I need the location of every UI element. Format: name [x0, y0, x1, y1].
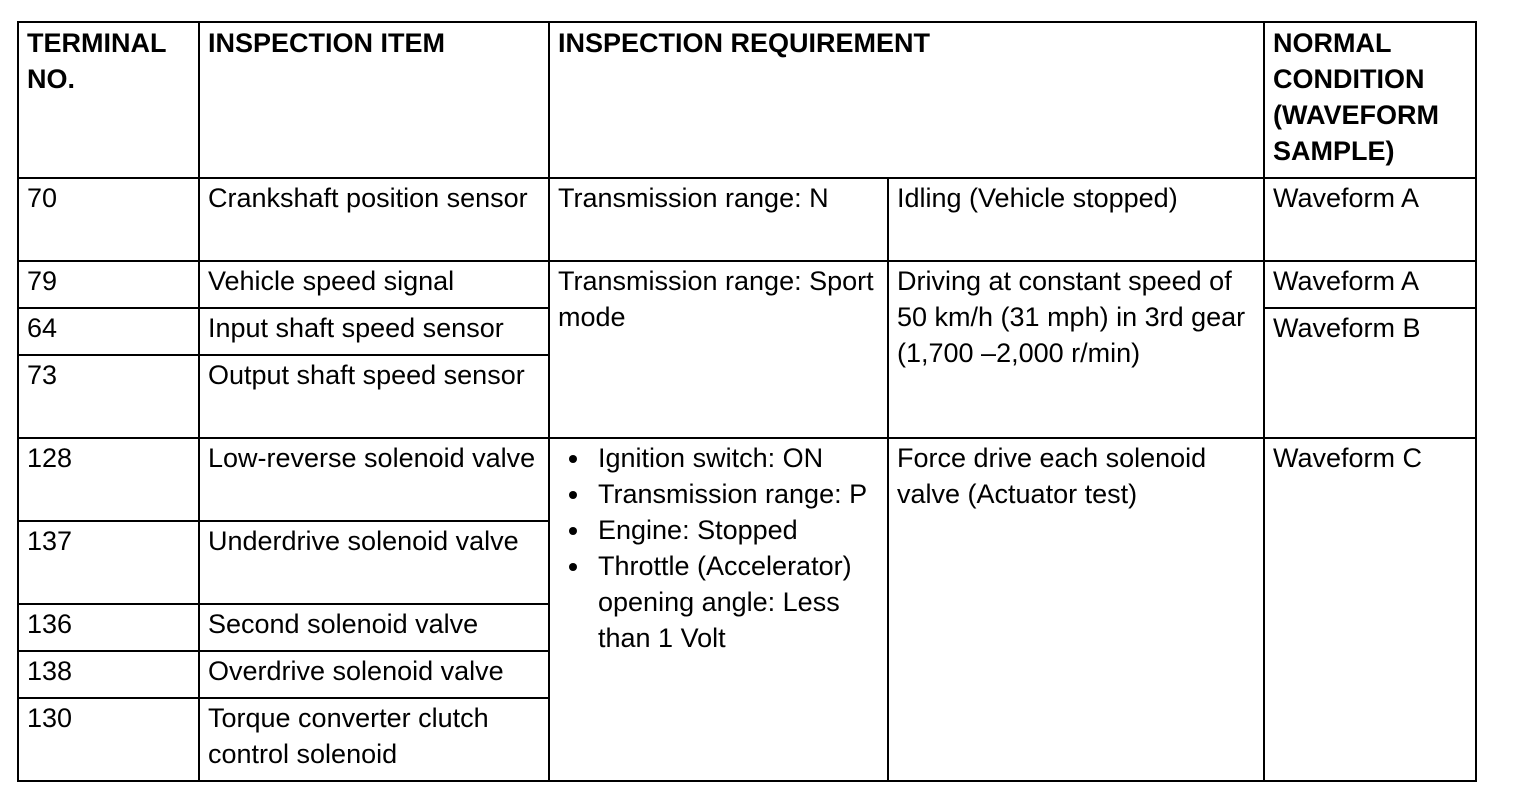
inspection-item-cell: Second solenoid valve — [199, 604, 549, 651]
terminal-cell: 136 — [18, 604, 199, 651]
list-item: Transmission range: P — [598, 476, 879, 512]
inspection-item-cell: Low-reverse solenoid valve — [199, 438, 549, 521]
condition-cell: Idling (Vehicle stopped) — [888, 178, 1264, 261]
inspection-item-cell: Crankshaft position sensor — [199, 178, 549, 261]
terminal-cell: 79 — [18, 261, 199, 308]
header-inspection-requirement: INSPECTION REQUIREMENT — [549, 22, 1264, 178]
terminal-cell: 137 — [18, 521, 199, 604]
requirement-cell: Transmission range: Sport mode — [549, 261, 888, 438]
inspection-item-cell: Vehicle speed signal — [199, 261, 549, 308]
requirement-cell: Transmission range: N — [549, 178, 888, 261]
header-normal-condition: NORMAL CONDITION (WAVEFORM SAMPLE) — [1264, 22, 1476, 178]
header-inspection-item: INSPECTION ITEM — [199, 22, 549, 178]
terminal-cell: 138 — [18, 651, 199, 698]
condition-cell: Driving at constant speed of 50 km/h (31 mph) in 3rd gear (1,700 –2,000 r/min) — [888, 261, 1264, 438]
list-item: Ignition switch: ON — [598, 440, 879, 476]
header-row — [18, 22, 1476, 178]
table-row — [18, 438, 1476, 521]
requirement-cell — [549, 438, 888, 781]
header-terminal-no: TERMINAL NO. — [18, 22, 199, 178]
waveform-cell: Waveform A — [1264, 261, 1476, 308]
terminal-cell: 70 — [18, 178, 199, 261]
inspection-item-cell: Overdrive solenoid valve — [199, 651, 549, 698]
list-item: Engine: Stopped — [598, 512, 879, 548]
inspection-item-cell: Torque converter clutch control solenoid — [199, 698, 549, 781]
condition-cell: Force drive each solenoid valve (Actuator test) — [888, 438, 1264, 781]
inspection-table — [17, 21, 1477, 782]
terminal-cell: 130 — [18, 698, 199, 781]
waveform-cell: Waveform C — [1264, 438, 1476, 781]
inspection-item-cell: Output shaft speed sensor — [199, 355, 549, 438]
terminal-cell: 64 — [18, 308, 199, 355]
waveform-cell: Waveform A — [1264, 178, 1476, 261]
table-row — [18, 178, 1476, 261]
inspection-item-cell: Underdrive solenoid valve — [199, 521, 549, 604]
inspection-item-cell: Input shaft speed sensor — [199, 308, 549, 355]
terminal-cell: 128 — [18, 438, 199, 521]
table-row — [18, 261, 1476, 308]
terminal-cell: 73 — [18, 355, 199, 438]
requirement-list — [558, 440, 879, 656]
waveform-cell: Waveform B — [1264, 308, 1476, 438]
list-item: Throttle (Accelerator) opening angle: Less than 1 Volt — [598, 548, 879, 656]
